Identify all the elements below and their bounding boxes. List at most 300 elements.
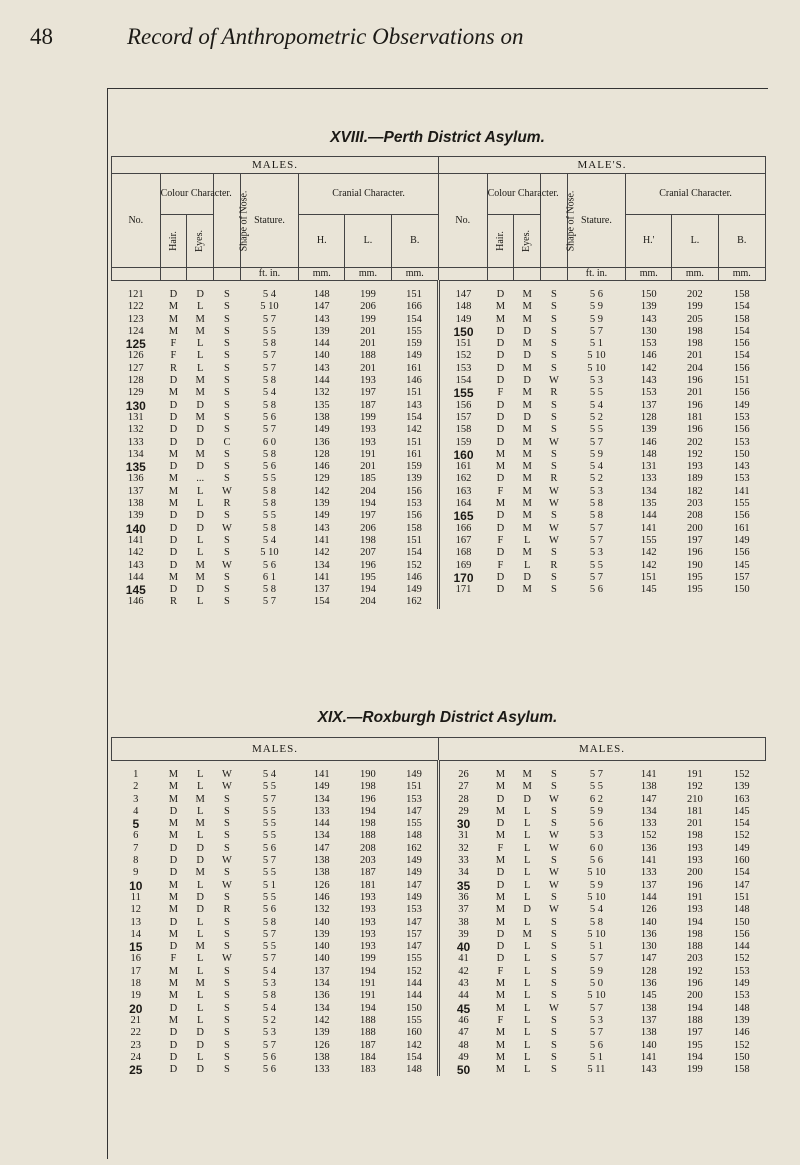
- col-colour: Colour Character.: [160, 174, 213, 215]
- table-cell: 146: [733, 1027, 750, 1039]
- table-cell: S: [550, 313, 557, 325]
- col-nose-right: Shape of Nose.: [541, 174, 568, 268]
- table-cell: 1: [133, 769, 139, 780]
- table-cell: M: [195, 325, 205, 337]
- table-cell: ...: [196, 473, 205, 485]
- table-cell: 147: [640, 793, 657, 805]
- table-cell: 150: [453, 324, 474, 339]
- table-cell: S: [224, 584, 230, 596]
- table-row: [112, 461, 766, 473]
- table-cell: M: [522, 547, 532, 559]
- table-cell: 141: [733, 485, 750, 497]
- table-cell: 5 5: [262, 510, 277, 522]
- table-cell: 194: [360, 965, 376, 977]
- table-cell: L: [523, 941, 531, 953]
- table-cell: 156: [733, 338, 750, 350]
- table-cell: 156: [455, 399, 472, 411]
- table-cell: 5 5: [589, 387, 604, 399]
- table-cell: W: [548, 485, 559, 497]
- table-cell: 134: [640, 805, 657, 817]
- table-cell: 139: [640, 301, 657, 313]
- table-cell: 161: [391, 363, 438, 375]
- col-eyes: Eyes.: [187, 215, 214, 268]
- col-stature-right: Stature.: [567, 174, 625, 268]
- table-cell: 193: [360, 436, 376, 448]
- table-cell: 5 10: [587, 928, 606, 940]
- table-cell: 143: [733, 461, 750, 473]
- table-cell: D: [196, 584, 204, 596]
- table-cell: 130: [125, 398, 146, 413]
- table-cell: 121: [127, 289, 144, 300]
- table-cell: 50: [456, 1063, 471, 1078]
- table-cell: 154: [733, 818, 750, 830]
- table-cell: L: [197, 965, 204, 977]
- table-cell: 144: [391, 978, 438, 990]
- table-cell: D: [496, 338, 505, 350]
- table-cell: D: [496, 436, 505, 448]
- table-cell: D: [196, 522, 204, 534]
- table-cell: 153: [733, 436, 750, 448]
- table-cell: F: [170, 953, 177, 965]
- table-cell: W: [221, 485, 232, 497]
- table-row: [112, 400, 766, 412]
- table-cell: D: [523, 793, 531, 805]
- table-cell: M: [168, 818, 179, 830]
- table-cell: S: [550, 448, 557, 460]
- table-cell: 5 5: [262, 867, 277, 879]
- table-cell: 149: [391, 855, 438, 867]
- table-cell: 163: [455, 485, 472, 497]
- table-cell: 152: [733, 1039, 750, 1051]
- table-cell: 210: [687, 793, 703, 805]
- table-cell: 196: [360, 793, 376, 805]
- table-cell: D: [169, 1039, 178, 1051]
- table-cell: 134: [313, 793, 330, 805]
- table-cell: 193: [360, 928, 376, 940]
- table-cell: S: [224, 301, 230, 313]
- table-cell: 151: [391, 781, 438, 793]
- table-cell: 38: [458, 916, 469, 928]
- table-cell: 147: [455, 289, 472, 300]
- table-cell: S: [224, 1039, 230, 1051]
- table-cell: 150: [733, 1051, 750, 1063]
- table-cell: 5 7: [262, 350, 277, 362]
- table-cell: 156: [733, 387, 750, 399]
- table-cell: M: [522, 473, 532, 485]
- table-cell: 5 8: [262, 498, 277, 510]
- table-cell: D: [523, 350, 531, 362]
- table-cell: 146: [313, 891, 330, 903]
- table-cell: 150: [733, 916, 750, 928]
- table-cell: 5 5: [262, 891, 277, 903]
- table-cell: D: [169, 1051, 178, 1063]
- table-cell: 133: [127, 436, 144, 448]
- table-cell: 194: [687, 1002, 703, 1014]
- table-cell: 146: [313, 461, 330, 473]
- table-cell: 197: [687, 534, 703, 546]
- table-cell: 136: [313, 990, 330, 1002]
- table-cell: 142: [313, 485, 330, 497]
- table-cell: M: [195, 867, 205, 879]
- table-cell: 5 8: [262, 990, 277, 1002]
- table-cell: L: [523, 867, 531, 879]
- table-row: [112, 1003, 766, 1015]
- table-cell: S: [550, 978, 557, 990]
- table-cell: M: [495, 1002, 506, 1014]
- table-cell: 154: [733, 350, 750, 362]
- table-cell: M: [195, 941, 205, 953]
- table-cell: 151: [733, 375, 750, 387]
- table-cell: 5 5: [262, 781, 277, 793]
- table-cell: 152: [733, 953, 750, 965]
- table-cell: 197: [360, 387, 376, 399]
- table-cell: 136: [640, 928, 657, 940]
- table-cell: 153: [733, 965, 750, 977]
- table-cell: 144: [313, 375, 330, 387]
- table-cell: 198: [687, 830, 703, 842]
- table-cell: 197: [360, 510, 376, 522]
- table-cell: 5 4: [589, 461, 604, 473]
- table-cell: 5 10: [587, 891, 606, 903]
- table-cell: 140: [313, 953, 330, 965]
- table-cell: S: [550, 289, 557, 300]
- table-cell: 159: [455, 436, 472, 448]
- table-cell: 166: [455, 522, 472, 534]
- table-cell: 136: [640, 978, 657, 990]
- table-cell: 201: [687, 387, 703, 399]
- table-cell: D: [496, 522, 505, 534]
- table-row: [112, 535, 766, 547]
- table-cell: M: [495, 1039, 506, 1051]
- table-cell: 154: [391, 412, 438, 424]
- table-cell: 155: [391, 818, 438, 830]
- table-cell: 128: [313, 448, 330, 460]
- table-cell: L: [197, 830, 204, 842]
- table-cell: D: [496, 411, 505, 423]
- table-cell: D: [196, 842, 204, 854]
- table-cell: 141: [313, 534, 330, 546]
- table-row: [112, 326, 766, 338]
- table-cell: 199: [360, 411, 376, 423]
- table-cell: 188: [360, 830, 376, 842]
- table-cell: S: [224, 313, 230, 325]
- table-cell: 5 3: [262, 1027, 277, 1039]
- table-cell: 5 5: [262, 830, 277, 842]
- table-cell: 144: [640, 891, 657, 903]
- table-cell: 198: [360, 534, 376, 546]
- table-cell: 41: [458, 953, 469, 965]
- table-cell: 157: [455, 411, 472, 423]
- table-cell: D: [169, 842, 178, 854]
- table-cell: 156: [733, 362, 750, 374]
- table-cell: F: [497, 387, 504, 399]
- table-row: [112, 363, 766, 375]
- table-cell: 194: [360, 498, 376, 510]
- table-cell: 169: [455, 559, 472, 571]
- table-row: [112, 941, 766, 953]
- table-cell: 198: [360, 818, 376, 830]
- table-cell: M: [522, 313, 532, 325]
- table-cell: M: [522, 301, 532, 313]
- table-cell: M: [195, 448, 205, 460]
- table-cell: 183: [360, 1064, 376, 1076]
- sex-header-right-roxburgh: MALES.: [438, 738, 765, 761]
- table-cell: W: [221, 522, 232, 534]
- table-cell: F: [497, 534, 504, 546]
- table-cell: 142: [313, 547, 330, 559]
- table-cell: 199: [360, 313, 376, 325]
- table-cell: R: [223, 498, 231, 510]
- table-cell: 196: [687, 424, 703, 436]
- table-cell: 5 6: [589, 584, 604, 596]
- table-cell: 5 7: [262, 953, 277, 965]
- table-cell: 147: [313, 842, 330, 854]
- table-cell: 43: [458, 978, 469, 990]
- table-cell: 49: [458, 1051, 469, 1063]
- table-row: [112, 314, 766, 326]
- table-cell: [672, 596, 718, 608]
- table-cell: 155: [391, 953, 438, 965]
- table-cell: W: [548, 793, 559, 805]
- table-cell: 154: [733, 301, 750, 313]
- table-row: [112, 350, 766, 362]
- table-row: [112, 769, 766, 781]
- table-cell: 171: [455, 584, 472, 596]
- table-cell: 5 6: [262, 1051, 277, 1063]
- table-cell: L: [197, 805, 204, 817]
- table-cell: S: [224, 448, 230, 460]
- table-cell: W: [221, 879, 232, 891]
- table-row: [112, 572, 766, 584]
- table-cell: [487, 596, 514, 608]
- table-cell: 141: [640, 769, 657, 780]
- table-cell: 142: [640, 362, 657, 374]
- table-cell: M: [168, 448, 179, 460]
- table-cell: 188: [687, 941, 703, 953]
- table-cell: 182: [687, 485, 703, 497]
- table-cell: 195: [687, 584, 703, 596]
- table-cell: S: [224, 842, 230, 854]
- table-cell: 142: [313, 1014, 330, 1026]
- table-cell: 7: [133, 842, 139, 854]
- table-cell: L: [523, 534, 531, 546]
- table-cell: 152: [733, 830, 750, 842]
- table-cell: 5 3: [589, 1014, 603, 1026]
- table-cell: 139: [733, 1014, 750, 1026]
- unit-ftin-right: ft. in.: [567, 268, 625, 281]
- table-cell: 5 8: [262, 375, 277, 387]
- table-cell: M: [495, 978, 506, 990]
- table-cell: 200: [687, 867, 703, 879]
- table-cell: 5 1: [262, 879, 277, 891]
- table-cell: 147: [313, 301, 330, 313]
- table-cell: 185: [360, 473, 376, 485]
- table-cell: 5 7: [262, 424, 277, 436]
- table-cell: 20: [129, 1001, 143, 1016]
- table-cell: F: [497, 559, 504, 571]
- table-cell: 134: [313, 830, 330, 842]
- table-cell: 145: [125, 583, 146, 598]
- table-cell: 163: [733, 793, 750, 805]
- table-cell: S: [550, 990, 557, 1002]
- table-cell: 161: [455, 461, 472, 473]
- table-cell: 128: [640, 965, 657, 977]
- table-cell: 5 7: [589, 953, 603, 965]
- table-cell: 191: [360, 990, 376, 1002]
- table-cell: 145: [733, 805, 750, 817]
- table-cell: M: [495, 990, 506, 1002]
- table-cell: 11: [130, 891, 141, 903]
- table-cell: D: [196, 424, 204, 436]
- table-cell: 5 9: [589, 301, 604, 313]
- table-cell: S: [550, 965, 557, 977]
- table-cell: 201: [360, 338, 376, 350]
- table-cell: D: [496, 375, 505, 387]
- table-cell: 156: [733, 424, 750, 436]
- table-cell: 143: [391, 400, 438, 412]
- table-cell: F: [497, 485, 504, 497]
- table-cell: S: [224, 596, 230, 608]
- table-cell: 37: [458, 904, 469, 916]
- table-cell: 5 2: [262, 1014, 277, 1026]
- table-cell: 143: [313, 362, 330, 374]
- table-cell: 187: [360, 399, 376, 411]
- col-no-right: No.: [438, 174, 487, 268]
- table-cell: 160: [391, 1027, 438, 1039]
- table-cell: 156: [391, 510, 438, 522]
- table-cell: 5 4: [589, 399, 604, 411]
- table-cell: M: [495, 448, 506, 460]
- table-cell: S: [550, 928, 557, 940]
- table-cell: 149: [313, 510, 330, 522]
- table-cell: 196: [687, 547, 703, 559]
- table-cell: D: [496, 399, 505, 411]
- table-cell: 187: [360, 1039, 376, 1051]
- table-cell: 5 8: [589, 510, 604, 522]
- table-cell: 199: [687, 1064, 703, 1076]
- table-row: [112, 486, 766, 498]
- table-cell: D: [496, 953, 505, 965]
- table-cell: 5: [132, 817, 140, 832]
- table-cell: L: [197, 1051, 204, 1063]
- table-cell: 5 8: [262, 916, 277, 928]
- table-cell: 133: [640, 473, 657, 485]
- table-cell: S: [550, 362, 557, 374]
- table-cell: 144: [313, 818, 330, 830]
- table-cell: M: [168, 891, 179, 903]
- col-b: B.: [391, 215, 438, 268]
- table-cell: S: [224, 928, 230, 940]
- table-cell: D: [496, 818, 505, 830]
- table-cell: L: [523, 953, 531, 965]
- table-cell: 29: [458, 805, 469, 817]
- table-cell: 126: [640, 904, 657, 916]
- table-cell: 193: [360, 375, 376, 387]
- table-cell: 137: [313, 965, 330, 977]
- table-cell: L: [197, 916, 204, 928]
- table-cell: 193: [360, 941, 376, 953]
- table-cell: 144: [313, 338, 330, 350]
- table-cell: 134: [640, 485, 657, 497]
- table-cell: S: [550, 1064, 557, 1076]
- table-cell: 141: [640, 522, 657, 534]
- table-cell: M: [522, 498, 532, 510]
- table-cell: 4: [133, 805, 139, 817]
- table-cell: 140: [313, 916, 330, 928]
- table-cell: 162: [391, 843, 438, 855]
- table-row: [112, 855, 766, 867]
- table-cell: 22: [130, 1027, 142, 1039]
- table-cell: D: [169, 436, 178, 448]
- table-cell: M: [522, 485, 532, 497]
- table-cell: 181: [687, 805, 703, 817]
- table-cell: 5 9: [589, 448, 604, 460]
- table-cell: D: [169, 867, 178, 879]
- table-cell: 5 1: [589, 941, 603, 953]
- table-row: [112, 510, 766, 522]
- table-cell: 129: [313, 473, 330, 485]
- col-b-right: B.: [718, 215, 766, 268]
- table-cell: 146: [640, 436, 657, 448]
- table-cell: 147: [391, 941, 438, 953]
- table-cell: L: [523, 1014, 531, 1026]
- table-cell: 137: [640, 399, 657, 411]
- table-cell: S: [224, 1002, 230, 1014]
- table-cell: 199: [687, 301, 703, 313]
- table-cell: 8: [133, 855, 139, 867]
- table-cell: S: [224, 1051, 230, 1063]
- table-cell: S: [224, 375, 230, 387]
- table-cell: 154: [391, 1052, 438, 1064]
- table-cell: 167: [455, 534, 472, 546]
- table-cell: 155: [733, 498, 750, 510]
- table-cell: L: [197, 953, 204, 965]
- table-cell: [626, 596, 672, 608]
- table-cell: 139: [313, 1027, 330, 1039]
- roxburgh-asylum-table: [111, 737, 766, 1076]
- table-cell: D: [169, 411, 178, 423]
- table-cell: 156: [733, 928, 750, 940]
- table-cell: 132: [313, 904, 330, 916]
- perth-rows: [112, 281, 766, 609]
- table-cell: D: [496, 325, 505, 337]
- table-cell: S: [550, 805, 557, 817]
- page-header: [30, 24, 780, 64]
- table-cell: 153: [391, 794, 438, 806]
- table-cell: 199: [360, 289, 376, 300]
- table-cell: 5 7: [262, 313, 277, 325]
- table-cell: 141: [127, 534, 144, 546]
- table-cell: D: [496, 289, 505, 300]
- table-cell: D: [496, 571, 505, 583]
- table-cell: 132: [313, 387, 330, 399]
- table-cell: L: [197, 534, 204, 546]
- table-cell: 5 0: [589, 978, 603, 990]
- table-cell: 151: [455, 338, 472, 350]
- table-cell: 139: [313, 498, 330, 510]
- table-cell: D: [196, 436, 204, 448]
- table-cell: M: [195, 559, 205, 571]
- table-cell: 5 9: [589, 879, 603, 891]
- col-hair: Hair.: [160, 215, 187, 268]
- table-row: [112, 904, 766, 916]
- table-cell: 139: [733, 781, 750, 793]
- table-cell: 5 8: [262, 522, 277, 534]
- table-cell: D: [496, 510, 505, 522]
- table-cell: M: [168, 928, 179, 940]
- table-cell: 141: [640, 855, 657, 867]
- table-cell: [514, 596, 541, 608]
